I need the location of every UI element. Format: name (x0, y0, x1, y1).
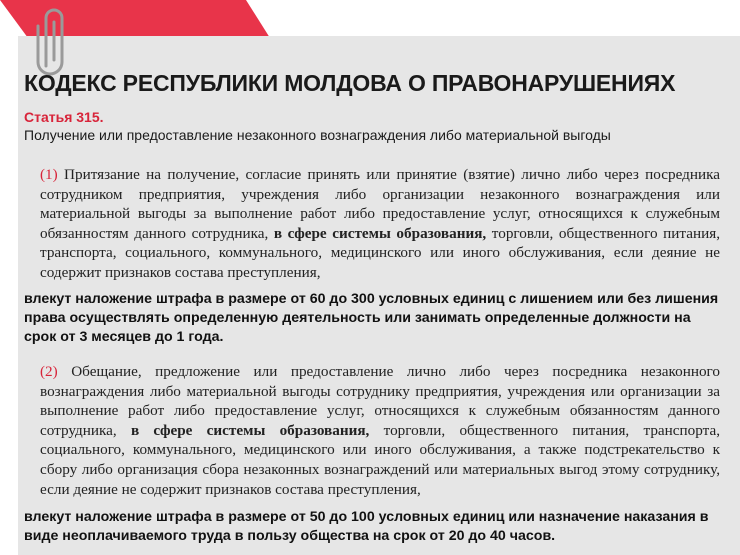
paragraph-text: Обещание, предложение или предоставление лично либо через посредника незаконного вознаграждения либо материальной выгоды сотруднику предприятия, учреждения или организации за выполнение работ либо предоставление услуг, относящихся к служебным обязанностям данного сотрудника, (40, 363, 720, 439)
top-banner (0, 0, 740, 40)
paragraph-text-end: торговли, общественного питания, транспорта, социального, коммунального, медицинского или иного обслуживания, а также подстрекательство к сбору либо организация сбора незаконных вознаграждений или материальных выгод этому сотруднику, если деяние не содержит признаков состава преступления, (40, 421, 720, 498)
paragraph-number: (2) (40, 363, 58, 380)
paragraph-number: (1) (40, 166, 58, 183)
article-name: Получение или предоставление незаконного вознаграждения либо материальной выгоды (24, 127, 611, 143)
penalty-1: влекут наложение штрафа в размере от 60 до 300 условных единиц с лишением или без лишения права осуществлять определенную деятельность или занимать определенные должности на срок от 3 месяцев до 1 года. (24, 291, 719, 345)
paragraph-1 (40, 165, 720, 283)
paragraph-text-end: торговли, общественного питания, транспорта, социального, коммунального, медицинского или иного обслуживания, если деяние не содержит признаков состава преступления, (40, 224, 720, 281)
page-title: КОДЕКС РЕСПУБЛИКИ МОЛДОВА О ПРАВОНАРУШЕНИЯХ (24, 70, 676, 96)
penalty-2: влекут наложение штрафа в размере от 50 до 100 условных единиц или назначение наказания в виде неоплачиваемого труда в пользу общества на срок от 20 до 40 часов. (24, 509, 709, 544)
paperclip-icon (34, 4, 70, 80)
paragraph-2 (40, 362, 720, 499)
paragraph-emphasis: в сфере системы образования, (130, 421, 370, 439)
article-number: Статья 315. (24, 109, 104, 125)
paragraph-emphasis: в сфере системы образования, (273, 224, 487, 242)
paragraph-text: Притязание на получение, согласие принять или принятие (взятие) лично либо через посредника сотрудником предприятия, учреждения либо организации незаконного вознаграждения или материальной выгоды за выполнение работ либо предоставление услуг, относящихся к служебным обязанностям данного сотрудника, (40, 166, 720, 242)
